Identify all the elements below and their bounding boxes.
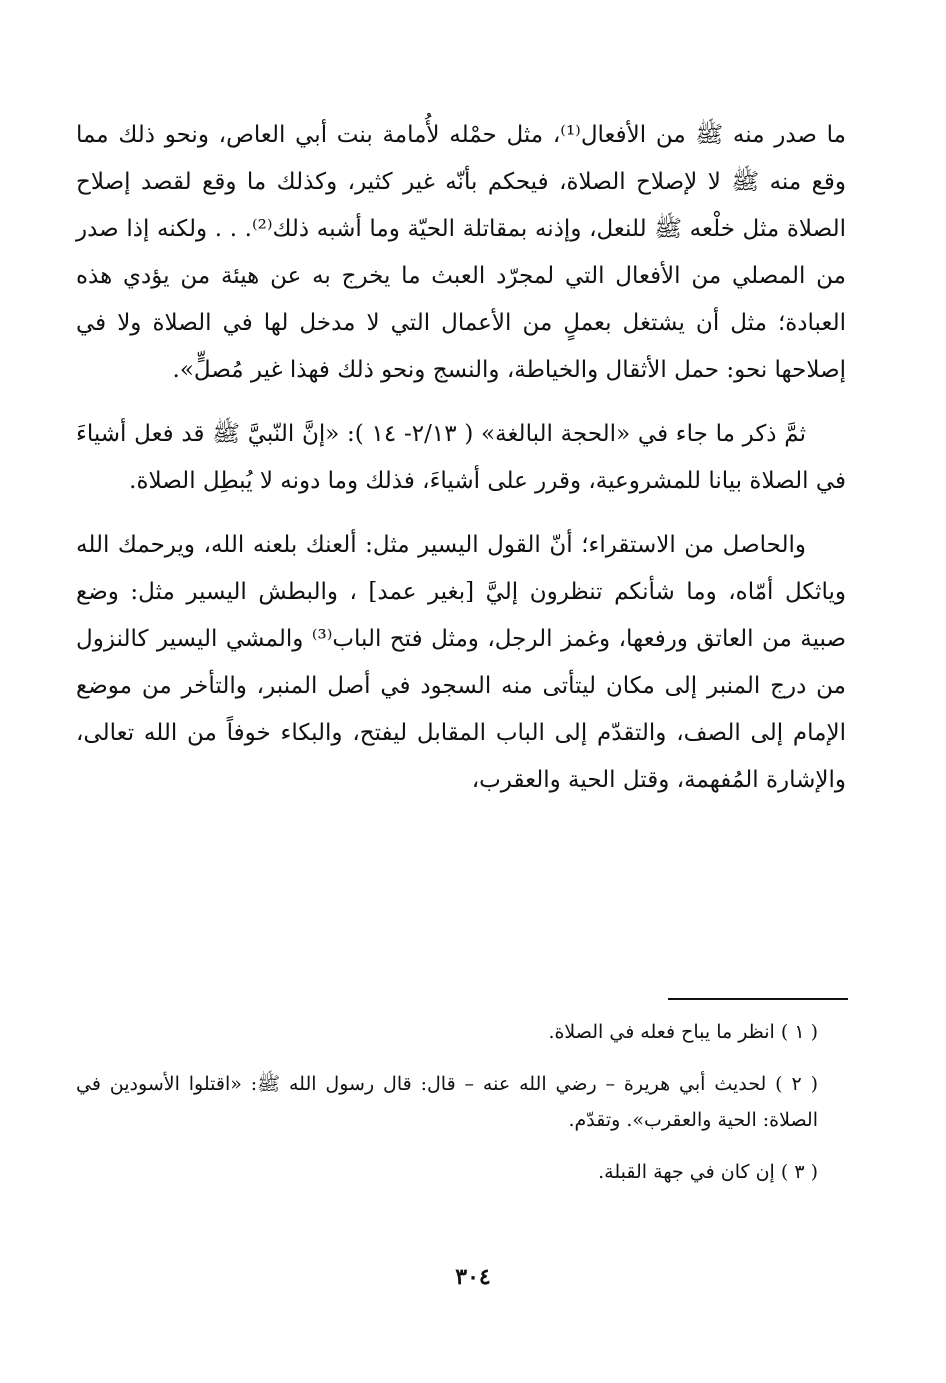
paragraph: ما صدر منه ﷺ من الأفعال⁽¹⁾، مثل حمْله لأُمامة بنت أبي العاص، ونحو ذلك مما وقع منه ﷺ لا لإصلاح الصلاة، فيحكم بأنّه غير كثير، وكذلك ما وقع لقصد إصلاح الصلاة مثل خلْعه ﷺ للنعل، وإذنه بمقاتلة الحيّة وما أشبه ذلك⁽²⁾. . . ولكنه إذا صدر من المصلي من الأفعال التي لمجرّد العبث ما يخرج به عن هيئة من يؤدي هذه العبادة؛ مثل أن يشتغل بعملٍ من الأعمال التي لا مدخل لها في الصلاة ولا في إصلاحها نحو: حمل الأثقال والخياطة، والنسج ونحو ذلك فهذا غير مُصلٍّ».: [76, 122, 846, 383]
page-number: ٣٠٤: [455, 1264, 491, 1290]
paragraph: والحاصل من الاستقراء؛ أنّ القول اليسير مثل: ألعنك بلعنه الله، ويرحمك الله وياثكل أمّاه، وما شأنكم تنظرون إليَّ [بغير عمد] ، والبطش اليسير مثل: وضع صبية من العاتق ورفعها، وغمز الرجل، ومثل فتح الباب⁽³⁾ والمشي اليسير كالنزول من درج المنبر إلى مكان ليتأتى منه السجود في أصل المنبر، والتأخر من موضع الإمام إلى الصف، والتقدّم إلى الباب المقابل ليفتح، والبكاء خوفاً من الله تعالى، والإشارة المُفهمة، وقتل الحية والعقرب،: [76, 532, 846, 793]
footnotes: [76, 1014, 848, 1206]
paragraph: ثمَّ ذكر ما جاء في «الحجة البالغة» ( ٢/١٣- ١٤ ): «إنَّ النّبيَّ ﷺ قد فعل أشياءَ في الصلاة بيانا للمشروعية، وقرر على أشياءَ، فذلك وما دونه لا يُبطِل الصلاة.: [76, 421, 846, 494]
footnote-divider: [668, 998, 848, 1000]
main-text: [76, 112, 846, 804]
footnote: ( ٣ ) إن كان في جهة القبلة.: [598, 1161, 818, 1183]
footnote: ( ١ ) انظر ما يباح فعله في الصلاة.: [548, 1021, 818, 1043]
footnote: ( ٢ ) لحديث أبي هريرة – رضي الله عنه – قال: قال رسول الله ﷺ: «اقتلوا الأسودين في الصلاة: الحية والعقرب». وتقدّم.: [76, 1073, 819, 1131]
